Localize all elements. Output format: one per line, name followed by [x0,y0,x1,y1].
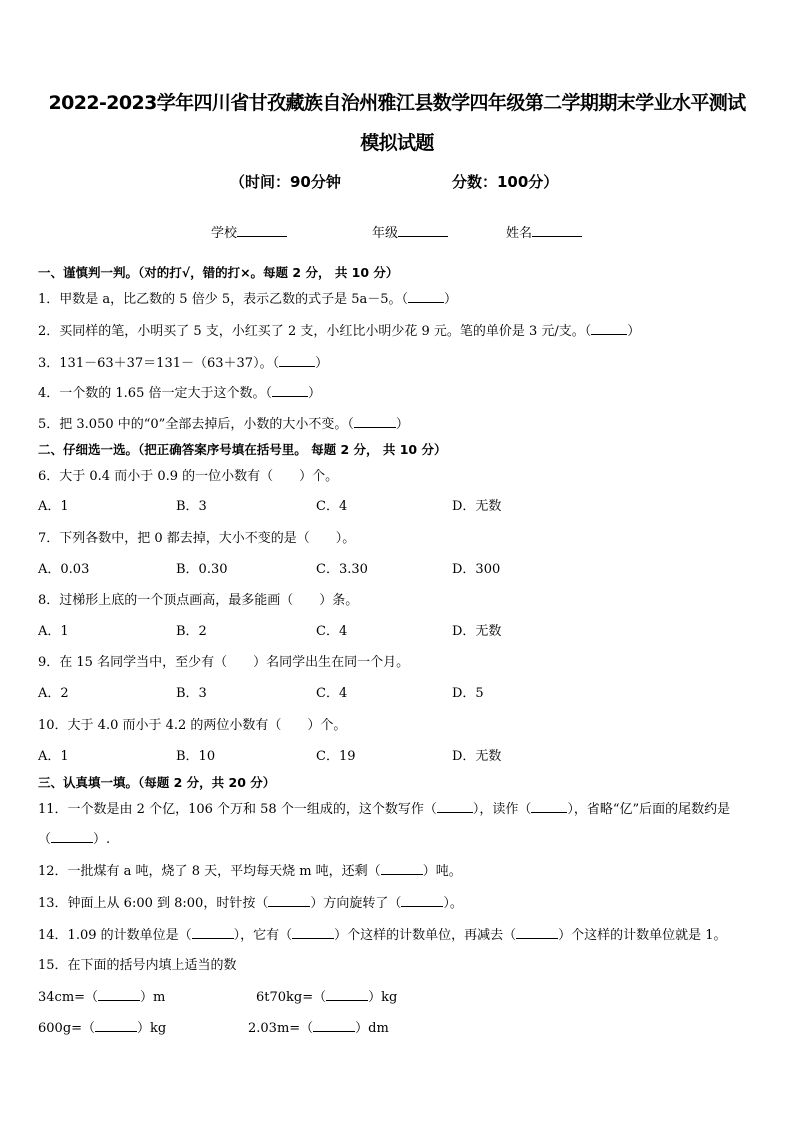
answer-blank[interactable] [95,1019,137,1032]
question-text: ）kg [368,990,398,1005]
question-text: 2．买同样的笔，小明买了 5 支，小红买了 2 支，小红比小明少花 9 元。笔的单价是 3 元/支。（ [38,324,592,339]
question-text: 11．一个数是由 2 个亿，106 个万和 58 个一组成的，这个数写作（ [38,802,437,817]
option-6a[interactable]: A．1 [38,499,69,514]
question-text: ）dm [355,1021,389,1036]
option-9c[interactable]: C．4 [316,686,348,701]
question-text: ）个这样的计数单位，再减去（ [334,928,517,943]
question-text: 3．131－63＋37＝131－（63＋37）。（ [38,356,280,371]
school-field[interactable] [211,222,287,241]
answer-blank[interactable] [408,290,444,303]
question-text: ），它有（ [233,928,293,943]
option-9d[interactable]: D．5 [452,686,484,701]
option-7d[interactable]: D．300 [452,562,501,577]
question-1 [38,290,457,309]
section-1-heading: 一、谨慎判一判。（对的打√，错的打×。每题 2 分， 共 10 分） [38,265,399,280]
option-10a[interactable]: A．1 [38,749,69,764]
option-7b[interactable]: B．0.30 [176,562,228,577]
question-text: ）kg [137,1021,167,1036]
grade-field[interactable] [372,222,448,241]
name-blank[interactable] [532,224,582,237]
question-text: 14．1.09 的计数单位是（ [38,928,192,943]
answer-blank[interactable] [313,1019,355,1032]
question-text: ） [444,292,458,307]
question-6: 6．大于 0.4 而小于 0.9 的一位小数有（ ）个。 [38,469,339,484]
question-text: 34cm=（ [38,990,99,1005]
answer-blank[interactable] [381,862,423,875]
answer-blank[interactable] [354,415,396,428]
option-8b[interactable]: B．2 [176,624,207,639]
answer-blank[interactable] [268,894,310,907]
question-text: 4．一个数的 1.65 倍一定大于这个数。（ [38,386,272,401]
question-3 [38,354,328,373]
answer-blank[interactable] [591,322,627,335]
question-text: ）方向旋转了（ [310,896,402,911]
question-10: 10．大于 4.0 而小于 4.2 的两位小数有（ ）个。 [38,718,347,733]
school-blank[interactable] [237,224,287,237]
exam-time: （时间：90分钟 [230,173,341,191]
exam-score: 分数：100分） [452,173,559,191]
option-7c[interactable]: C．3.30 [316,562,368,577]
option-8c[interactable]: C．4 [316,624,348,639]
question-text: ），省略“亿”后面的尾数约是 [567,802,731,817]
question-text: 600g=（ [38,1021,96,1036]
question-9: 9．在 15 名同学当中，至少有（ ）名同学出生在同一个月。 [38,655,410,670]
option-10d[interactable]: D．无数 [452,749,502,764]
question-text: ）. [93,832,111,847]
answer-blank[interactable] [192,926,234,939]
option-9b[interactable]: B．3 [176,686,207,701]
option-8d[interactable]: D．无数 [452,624,502,639]
section-3-heading: 三、认真填一填。（每题 2 分，共 20 分） [38,775,276,790]
question-text: 6t70kg=（ [256,990,327,1005]
answer-blank[interactable] [516,926,558,939]
question-4 [38,384,321,403]
option-7a[interactable]: A．0.03 [38,562,90,577]
question-5 [38,415,409,434]
question-14 [38,926,727,945]
question-text: ）m [140,990,166,1005]
question-text: （ [38,832,52,847]
option-6d[interactable]: D．无数 [452,499,502,514]
option-6c[interactable]: C．4 [316,499,348,514]
question-8: 8．过梯形上底的一个顶点画高，最多能画（ ）条。 [38,593,359,608]
exam-title-line2: 模拟试题 [360,132,434,154]
question-11-continued [38,830,110,849]
answer-blank[interactable] [531,800,567,813]
question-13 [38,894,463,913]
question-text: 12．一批煤有 a 吨，烧了 8 天，平均每天烧 m 吨，还剩（ [38,864,381,879]
option-6b[interactable]: B．3 [176,499,207,514]
question-text: ） [307,386,321,401]
question-text: ），读作（ [472,802,532,817]
question-text: ） [315,356,329,371]
question-text: ） [627,324,641,339]
question-15: 15．在下面的括号内填上适当的数 [38,958,237,973]
question-2 [38,322,640,341]
question-12 [38,862,462,881]
section-2-heading: 二、仔细选一选。（把正确答案序号填在括号里。 每题 2 分， 共 10 分） [38,442,447,457]
answer-blank[interactable] [292,926,334,939]
answer-blank[interactable] [272,384,308,397]
question-text: 13．钟面上从 6:00 到 8:00，时针按（ [38,896,269,911]
question-text: ） [395,417,409,432]
grade-blank[interactable] [398,224,448,237]
question-7: 7．下列各数中，把 0 都去掉，大小不变的是（ ）。 [38,531,356,546]
conversion-1 [38,988,165,1007]
conversion-3 [38,1019,166,1038]
option-10c[interactable]: C．19 [316,749,356,764]
option-8a[interactable]: A．1 [38,624,69,639]
school-label: 学校 [211,226,238,241]
question-text: ）个这样的计数单位就是 1。 [558,928,727,943]
answer-blank[interactable] [98,988,140,1001]
conversion-4 [248,1019,389,1038]
question-text: 1．甲数是 a，比乙数的 5 倍少 5，表示乙数的式子是 5a－5。（ [38,292,409,307]
answer-blank[interactable] [279,354,315,367]
answer-blank[interactable] [326,988,368,1001]
question-text: 5．把 3.050 中的“0”全部去掉后，小数的大小不变。（ [38,417,354,432]
question-text: 2.03m=（ [248,1021,314,1036]
question-text: ）。 [443,896,463,911]
conversion-2 [256,988,397,1007]
answer-blank[interactable] [401,894,443,907]
name-field[interactable] [506,222,582,241]
option-10b[interactable]: B．10 [176,749,216,764]
option-9a[interactable]: A．2 [38,686,69,701]
name-label: 姓名 [506,226,533,241]
answer-blank[interactable] [51,830,93,843]
grade-label: 年级 [372,226,399,241]
answer-blank[interactable] [437,800,473,813]
exam-title-line1: 2022-2023学年四川省甘孜藏族自治州雅江县数学四年级第二学期期末学业水平测试 [48,92,746,114]
question-11 [38,800,730,819]
question-text: ）吨。 [422,864,462,879]
